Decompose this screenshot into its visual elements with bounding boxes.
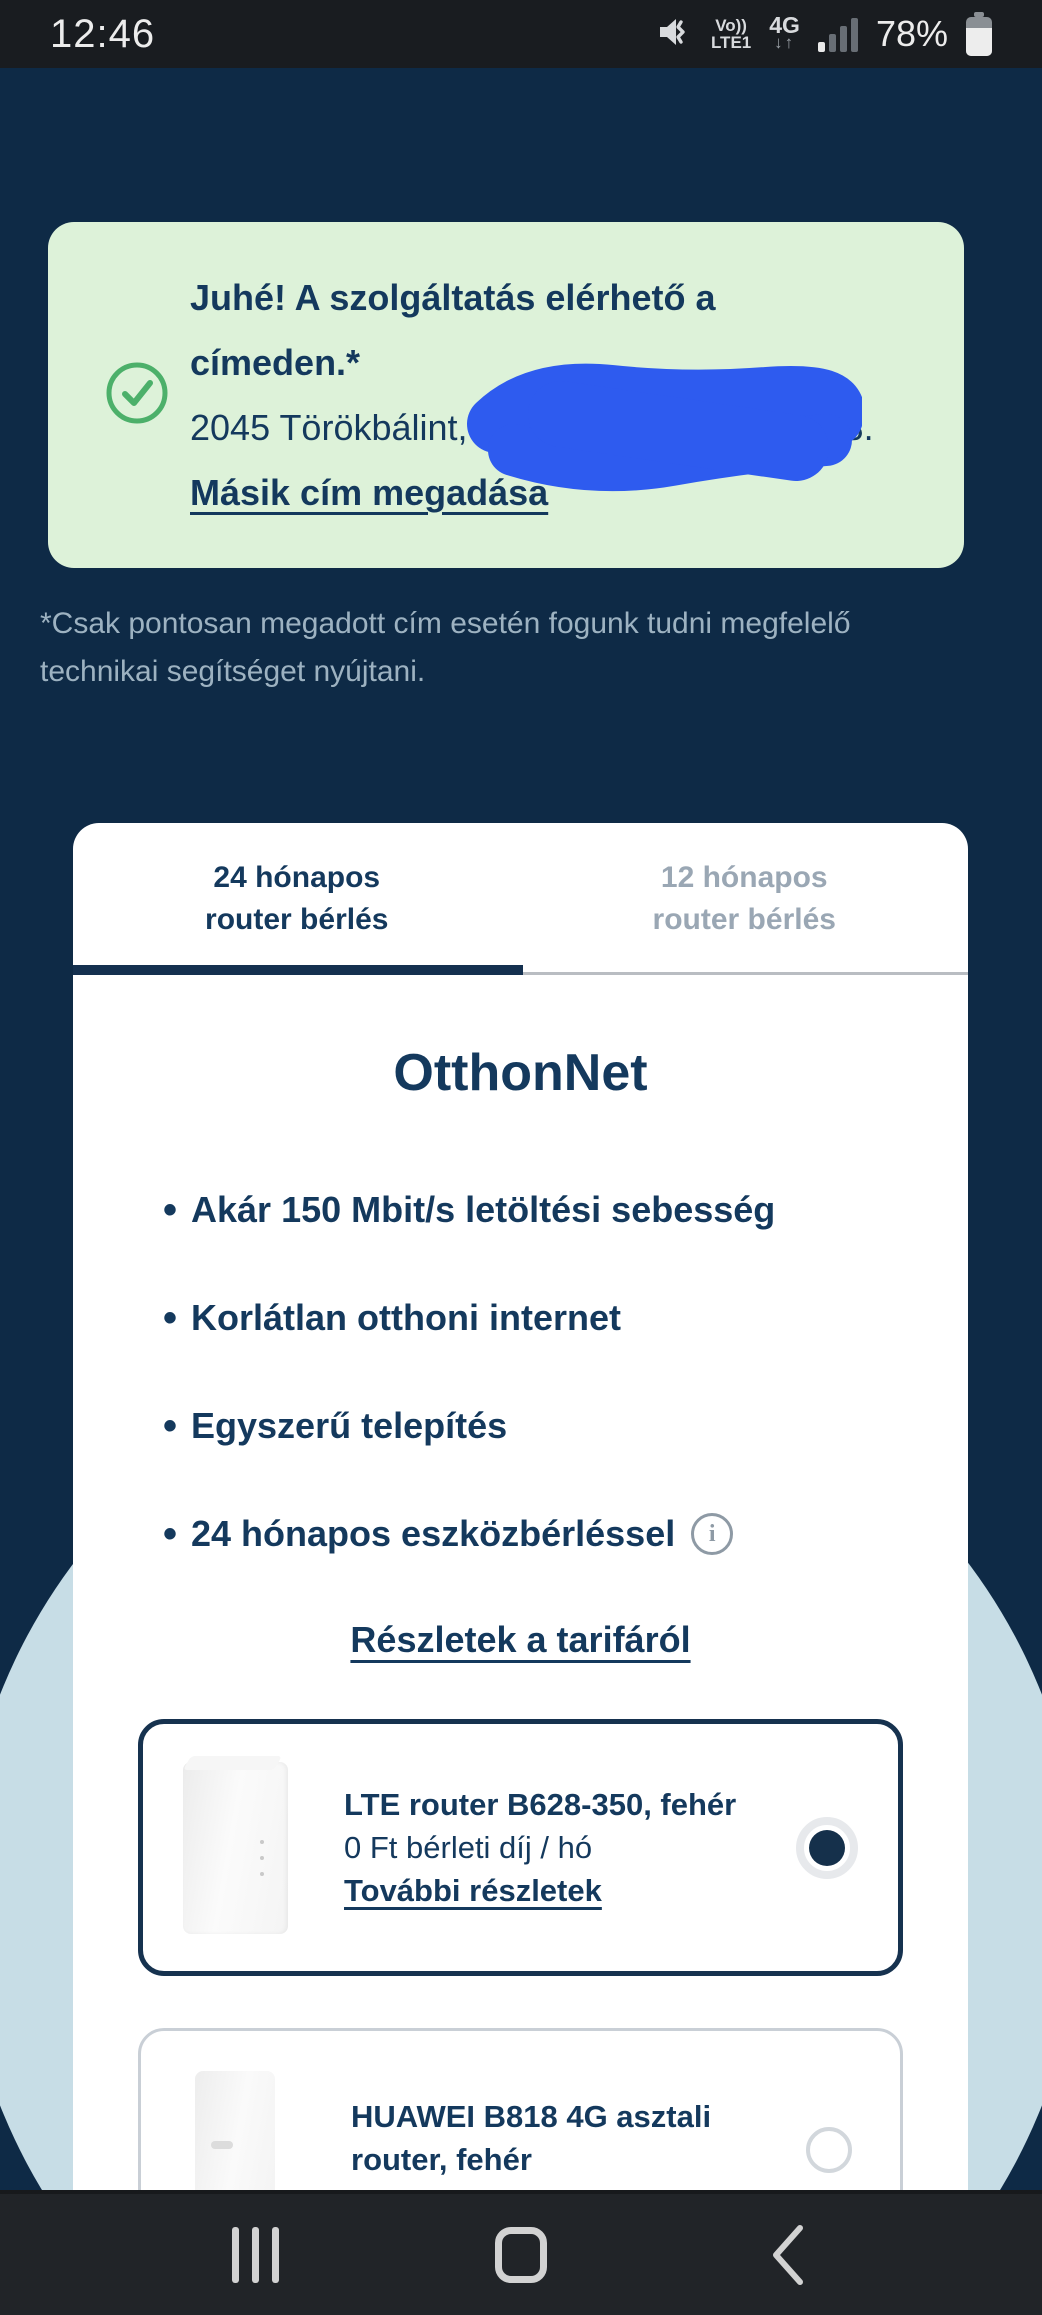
- home-icon: [495, 2227, 547, 2283]
- router-option-b628[interactable]: [138, 1719, 903, 1976]
- clock: 12:46: [50, 11, 156, 56]
- info-icon[interactable]: i: [691, 1513, 733, 1555]
- address-suffix: 18.: [823, 407, 874, 448]
- feature-item: • 24 hónapos eszközbérléssel i: [163, 1511, 928, 1557]
- bullet-icon: •: [163, 1188, 178, 1232]
- android-nav-bar: [0, 2190, 1042, 2315]
- disclaimer-text: *Csak pontosan megadott cím esetén fogunk tudni megfelelő technikai segítséget nyújtani.: [40, 607, 851, 688]
- address-prefix: 2045 Törökbálint,: [190, 407, 478, 448]
- bullet-icon: •: [163, 1404, 178, 1448]
- feature-item: • Korlátlan otthoni internet: [163, 1296, 621, 1340]
- plan-features: [73, 1187, 968, 1557]
- router-price: 0 Ft bérleti díj / hó: [344, 1830, 593, 1865]
- service-available-card: [48, 222, 964, 568]
- bullet-icon: •: [163, 1512, 178, 1556]
- plan-card: [73, 823, 968, 2315]
- tab-12-month-rental[interactable]: 12 hónapos router bérlés: [652, 861, 836, 936]
- signal-strength-icon: [818, 16, 858, 52]
- redaction-scribble: [478, 410, 824, 450]
- radio-unselected[interactable]: [806, 2127, 852, 2173]
- data-arrows-icon: ↓↑: [774, 33, 796, 52]
- home-button[interactable]: [476, 2210, 566, 2300]
- mute-icon: [657, 14, 693, 55]
- success-title: Juhé! A szolgáltatás elérhető a címeden.*: [190, 277, 716, 383]
- battery-percentage: 78%: [875, 13, 948, 54]
- status-icons: [657, 12, 992, 56]
- router-image: [183, 1762, 288, 1934]
- router-name: LTE router B628-350, fehér: [344, 1787, 737, 1822]
- back-icon: [770, 2224, 804, 2286]
- battery-icon: [966, 12, 992, 56]
- plan-title: OtthonNet: [393, 1044, 648, 1102]
- tab-divider: [523, 972, 968, 975]
- rental-period-tabs: [73, 823, 968, 975]
- volte-indicator: Vo)) LTE1: [710, 16, 752, 52]
- change-address-link[interactable]: Másik cím megadása: [190, 472, 549, 513]
- radio-selected[interactable]: [796, 1817, 858, 1879]
- tariff-details-link[interactable]: Részletek a tarifáról: [350, 1619, 691, 1660]
- back-button[interactable]: [742, 2210, 832, 2300]
- tab-24-month-rental[interactable]: 24 hónapos router bérlés: [205, 861, 389, 936]
- status-bar: [0, 0, 1042, 68]
- feature-item: • Akár 150 Mbit/s letöltési sebesség: [163, 1188, 776, 1232]
- bullet-icon: •: [163, 1296, 178, 1340]
- active-tab-indicator: [73, 965, 523, 975]
- recents-icon: [232, 2227, 279, 2283]
- router-details-link[interactable]: További részletek: [344, 1873, 602, 1908]
- router-name: HUAWEI B818 4G asztali router, fehér: [351, 2099, 712, 2177]
- network-type-indicator: 4G ↓↑: [769, 12, 800, 52]
- address-line: [190, 395, 874, 460]
- feature-item: • Egyszerű telepítés: [163, 1404, 508, 1448]
- check-circle-icon: [104, 360, 170, 431]
- recents-button[interactable]: [210, 2210, 300, 2300]
